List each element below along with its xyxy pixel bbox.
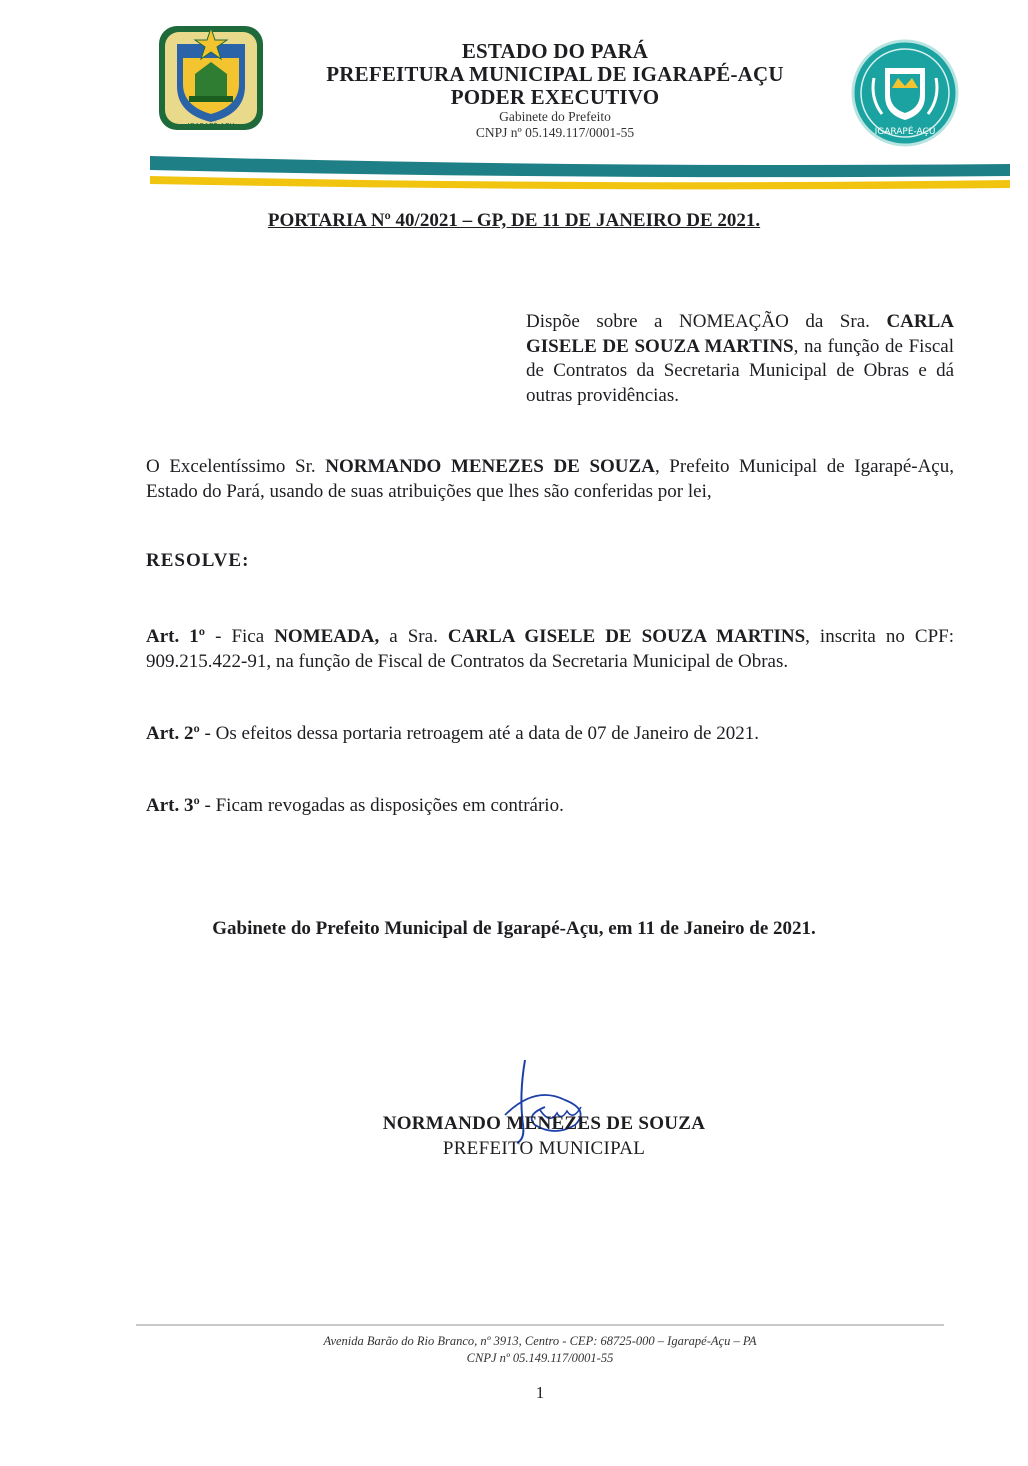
signer-role: PREFEITO MUNICIPAL: [442, 1138, 646, 1159]
municipal-crest-left-logo: [155, 22, 267, 134]
article-1-nominee-name: CARLA GISELE DE SOUZA MARTINS: [447, 626, 806, 647]
article-1: [146, 624, 954, 674]
signer-name: NORMANDO MENEZES DE SOUZA: [382, 1113, 706, 1134]
article-1-bold-1: NOMEADA,: [274, 626, 380, 647]
municipal-logo-right: [850, 38, 960, 148]
article-2-text: - Os efeitos dessa portaria retroagem até a data de 07 de Janeiro de 2021.: [199, 723, 759, 744]
header-executive: PODER EXECUTIVO: [450, 85, 660, 109]
document-title: PORTARIA Nº 40/2021 – GP, DE 11 DE JANEIRO DE 2021.: [267, 210, 761, 231]
article-3-text: - Ficam revogadas as disposições em contrário.: [199, 795, 564, 816]
article-2-label: Art. 2º: [146, 723, 200, 744]
article-3-label: Art. 3º: [146, 795, 200, 816]
preamble-text-2: , Prefeito Municipal de Igarapé-Açu, Estado do Pará, usando de suas atribuições que lhes são conferidas por lei,: [146, 456, 954, 502]
preamble-text-1: O Excelentíssimo Sr.: [146, 456, 326, 477]
article-3: [146, 793, 954, 818]
resolve-heading: RESOLVE:: [146, 550, 250, 571]
page-number: 1: [535, 1383, 545, 1402]
footer-cnpj: CNPJ nº 05.149.117/0001-55: [466, 1351, 614, 1365]
logo-text: IGARAPÉ-AÇU: [874, 127, 936, 137]
footer-divider: [136, 1324, 944, 1326]
header-cnpj: CNPJ nº 05.149.117/0001-55: [475, 125, 635, 140]
header-stripes: [150, 150, 1010, 190]
header-office: Gabinete do Prefeito: [499, 109, 611, 124]
preamble-mayor-name: NORMANDO MENEZES DE SOUZA: [325, 456, 655, 477]
header-prefecture: PREFEITURA MUNICIPAL DE IGARAPÉ-AÇU: [326, 62, 784, 86]
article-2: [146, 721, 954, 746]
footer: [0, 1333, 1028, 1367]
crest-text: IGARAPÉ-AÇU: [187, 122, 235, 130]
ementa-nominee-name: CARLA GISELE DE SOUZA MARTINS: [526, 311, 954, 357]
letterhead: [270, 40, 840, 141]
article-1-text-1: - Fica: [205, 626, 275, 647]
closing-line: Gabinete do Prefeito Municipal de Igarapé-Açu, em 11 de Janeiro de 2021.: [212, 918, 816, 939]
article-1-text-3: , inscrita no CPF: 909.215.422-91, na função de Fiscal de Contratos da Secretaria Municipal de Obras.: [146, 626, 955, 672]
ementa-paragraph: [526, 310, 954, 408]
article-1-label: Art. 1º: [146, 626, 206, 647]
article-1-text-2: a Sra.: [379, 626, 448, 647]
footer-address: Avenida Barão do Rio Branco, nº 3913, Centro - CEP: 68725-000 – Igarapé-Açu – PA: [323, 1334, 757, 1348]
header-state: ESTADO DO PARÁ: [461, 39, 649, 63]
ementa-text-1: Dispõe sobre a NOMEAÇÃO da Sra.: [526, 311, 887, 332]
ementa-text-2: , na função de Fiscal de Contratos da Secretaria Municipal de Obras e dá outras providências.: [526, 335, 954, 406]
preamble-paragraph: [146, 454, 954, 504]
